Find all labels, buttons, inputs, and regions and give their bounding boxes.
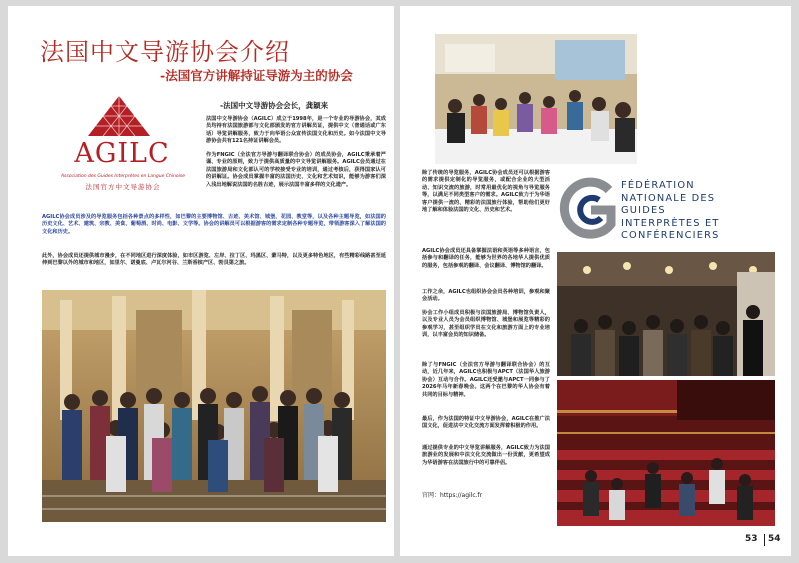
paragraph-intro: 法国中文导游协会（AGILC）成立于1998年，是一个专业的导游协会，其成员均持有法国旅游部与文化部颁发的官方讲解员证，提供中文（普通话或广东话）导览讲解服务，致力于向华语公众宣传法国文化和历史。如今法国中文导游协会共有121名持证讲解会员。 [206,116,386,145]
website-label: 官网： [422,492,441,499]
page-number-left: 53 [745,534,758,544]
group-photo-palace [42,290,386,522]
paragraph-languages: AGILC协会成员还具备掌握法语和英语等多种语言，包括参与和翻译的任务，能够为世界的各地华人提供优质的服务，包括参观的翻译、会议翻译、博物馆的翻译。 [422,248,550,269]
logo-name: AGILC [74,138,170,169]
pyramid-icon [86,94,152,138]
fngic-logo [557,172,775,246]
restaurant-photo [435,34,637,164]
paragraph-services: AGILC协会成员涉及的导览服务包括各种景点的多样性，如巴黎的主要博物馆、古迹、美术馆、城堡、花园、教堂等，以及各种主题导览，如法国的历史文化、艺术、建筑、宗教、美食、葡萄酒、时尚、电影、文学等。协会的讲解员可以根据游客的需求定制各种专题导览，带领游客深入了解法国的文化和历史。 [42,214,386,235]
museum-gathering-photo [557,252,775,376]
theatre-photo [557,380,775,526]
logo-tagline: Association des Guides Interprètes en Langue Chinoise [60,174,186,179]
fngic-name: FÉDÉRATION NATIONALE DES GUIDES INTERPRÈTES ET CONFÉRENCIERS [621,180,720,242]
website-line [422,490,482,499]
page-number-right: 54 [768,534,781,544]
fngic-g-icon [559,174,619,244]
paragraph-custom-tours: 除了传统的导览服务，AGILC协会成员还可以根据游客的需求提供定制化的导览服务，或配合企业的大型活动、知识交流的旅游，时常用最优化的视角与导览服务等，以满足不同类型客户的需求。AGILC致力于为华语客户提供一流的、精彩的法国旅行体验，帮助他们更好地了解和体验法国的文化、历史和艺术。 [422,170,550,214]
article-subtitle: -法国官方讲解持证导游为主的协会 [160,68,353,83]
page-number-divider [764,534,765,546]
logo-chinese-name: 法国官方中文导游协会 [85,183,161,191]
paragraph-training: 工作之余，AGILC也组织协会会员各种培训，参观和聚会活动。 [422,289,550,303]
paragraph-city-walks: 此外，协会成员还提供城市漫步，在不同地区进行深度体验，如市区游览、左岸、拉丁区、玛黑区、蒙马特，以及更多特色地区，有些精彩线路甚至延伸到巴黎以外的城市和地区，如里尔、诺曼底、卢瓦尔河谷、兰斯香槟产区、勃艮第之旅。 [42,253,386,267]
agilc-logo [44,92,194,197]
paragraph-fngic: 作为FNGIC（全法官方导游与翻译联合协会）的成员协会，AGILC秉承着严谨、专业的原则，致力于提供高质量的中文导览讲解服务。AGILC会员通过在法国旅游局和文化部认可的学校接受专业的培训，通过考核后，获得国家认可的讲解证。协会成员掌握丰富的法国历史、文化和艺术知识，能够为游客们深入浅出地解说法国的名胜古迹，展示法国丰富多样的文化遗产。 [206,152,386,188]
byline: -法国中文导游协会会长，龚颖来 [220,101,329,110]
article-title: 法国中文导游协会介绍 [40,38,290,66]
paragraph-working-group: 协会工作小组成员积极与法国旅游局、博物馆负责人，以及专业人员为会员组织博物馆、城堡和展览等精彩的参观学习，甚至组织学员在文化和旅游方面上的专业培训，以丰富会员的知识储备。 [422,310,550,339]
website-url[interactable]: https://agilc.fr [440,492,483,499]
paragraph-apct: 除了与FNGIC（全法官方导游与翻译联合协会）的互动，近几年来，AGILC也积极与APCT（法国华人旅游协会）互动与合作。AGILC还受邀与APCT一同参与了2026年马年新春晚会。这两个在巴黎的华人协会有着共同的目标与精神。 [422,362,550,398]
paragraph-conclusion: 最后，作为法国的特证中文导游协会，AGILC在推广法国文化，促进法中文化交流方面发挥着积极的作用。 [422,416,550,430]
paragraph-mission: 通过提供专业的中文导览讲解服务，AGILC致力为法国旅游业的发展和中法文化交流做出一份贡献，更希望成为华语游客在法国旅行中的可靠伴侣。 [422,445,550,466]
